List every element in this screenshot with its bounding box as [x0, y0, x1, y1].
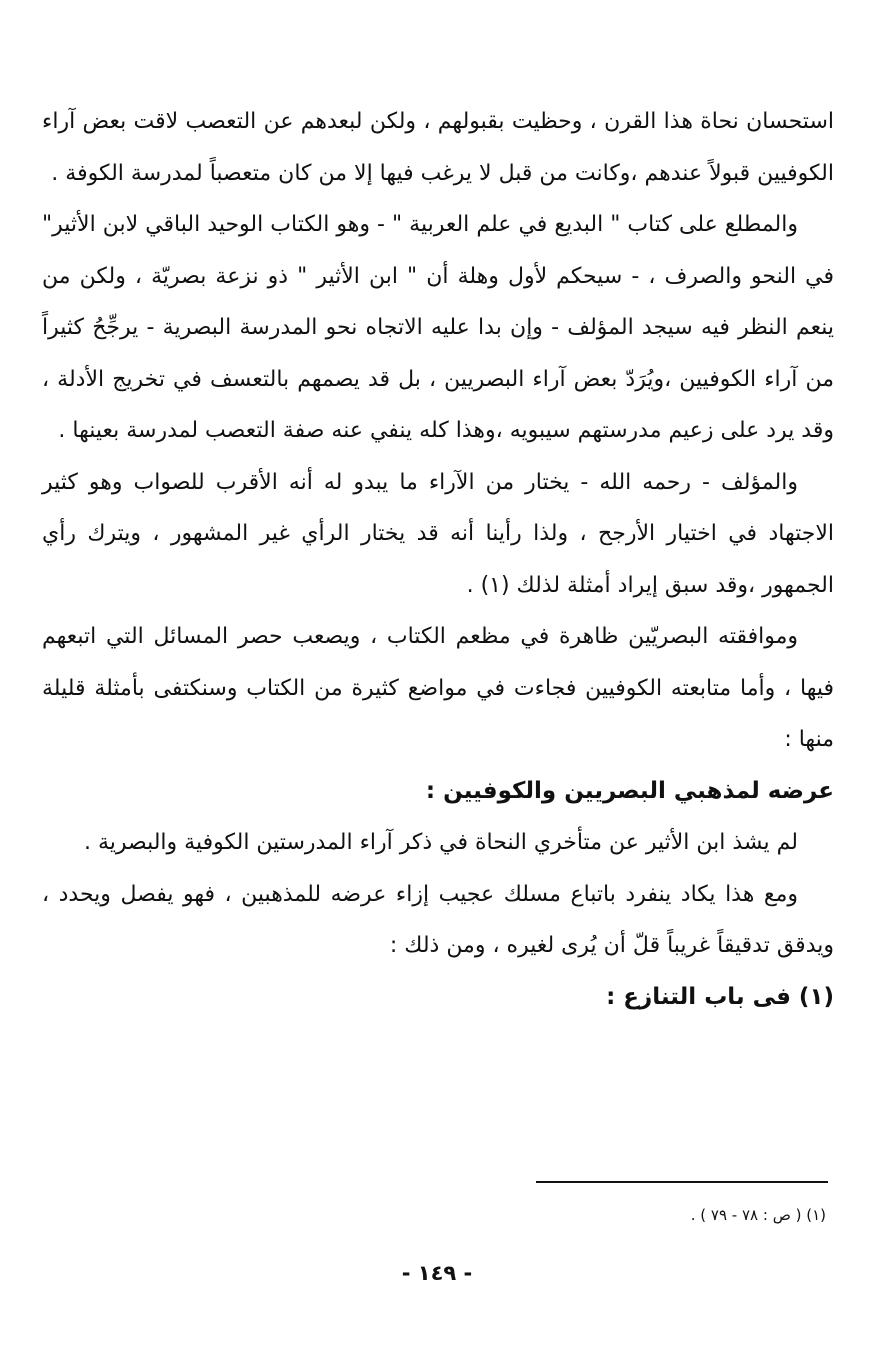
paragraph-4: وموافقته البصريّين ظاهرة في مظعم الكتاب ، ويصعب حصر المسائل التي اتبعهم فيها ، وأما متابعته الكوفيين فجاءت في مواضع كثيرة من الكتاب وسنكتفى بأمثلة قليلة منها : — [42, 624, 834, 752]
footnote-divider — [536, 1181, 828, 1183]
paragraph-1: استحسان نحاة هذا القرن ، وحظيت بقبولهم ، ولكن لبعدهم عن التعصب لاقت بعض آراء الكوفيين قبولاً عندهم ،وكانت من قبل لا يرغب فيها إلا من كان متعصباً لمدرسة الكوفة . — [42, 109, 834, 186]
paragraph-6: ومع هذا يكاد ينفرد باتباع مسلك عجيب إزاء عرضه للمذهبين ، فهو يفصل ويحدد ، ويدقق تدقيقاً غريباً قلّ أن يُرى لغيره ، ومن ذلك : — [42, 881, 834, 958]
paragraph-2: والمطلع على كتاب " البديع في علم العربية " - وهو الكتاب الوحيد الباقي لابن الأثير" في النحو والصرف ، - سيحكم لأول وهلة أن " ابن الأثير " ذو نزعة بصريّة ، ولكن من ينعم النظر فيه سيجد المؤلف - وإن بدا عليه الاتجاه نحو المدرسة البصرية - يرجِّحُ كثيراً من آراء الكوفيين ،ويُرَدّ بعض آراء البصريين ، بل قد يصمهم بالتعسف في تخريج الأدلة ، وقد يرد على زعيم مدرستهم سيبويه ،وهذا كله ينفي عنه صفة التعصب لمدرسة بعينها . — [42, 212, 834, 443]
page-body — [42, 96, 834, 1023]
section-heading-schools: عرضه لمذهبي البصريين والكوفيين : — [425, 777, 834, 804]
section-heading-tanazu: (١) فى باب التنازع : — [606, 983, 834, 1010]
paragraph-5: لم يشذ ابن الأثير عن متأخري النحاة في ذكر آراء المدرستين الكوفية والبصرية . — [83, 830, 798, 855]
footnote: (١) ( ص : ٧٨ - ٧٩ ) . — [690, 1206, 826, 1224]
paragraph-3: والمؤلف - رحمه الله - يختار من الآراء ما يبدو له أنه الأقرب للصواب وهو كثير الاجتهاد في اختيار الأرجح ، ولذا رأينا أنه قد يختار الرأي غير المشهور ، ويترك رأي الجمهور ،وقد سبق إيراد أمثلة لذلك (١) . — [42, 469, 834, 598]
page-number: - ١٤٩ - — [401, 1261, 473, 1285]
